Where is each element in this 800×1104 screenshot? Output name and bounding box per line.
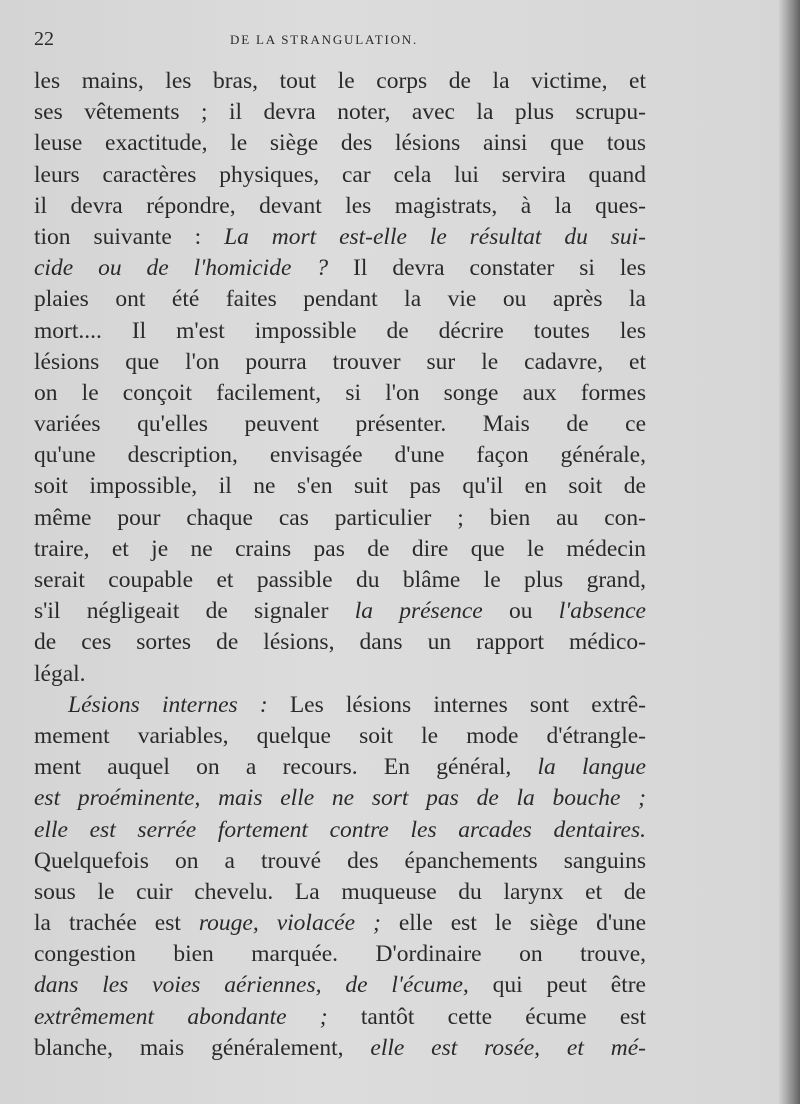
text-run: elle est le siège d'une (380, 910, 647, 937)
text-run: leurs caractères physiques, car cela lui servira quand (34, 161, 646, 188)
text-run: il devra répondre, devant les magistrats, à la ques- (34, 192, 646, 219)
text-run: ses vêtements ; il devra noter, avec la plus scrupu- (34, 99, 646, 126)
text-run: leuse exactitude, le siège des lésions ainsi que tous (34, 130, 646, 157)
text-run: de ces sortes de lésions, dans un rapport médico- (34, 629, 646, 656)
text-line (34, 284, 646, 315)
text-line (34, 503, 646, 534)
text-line (34, 347, 646, 378)
text-line (34, 721, 646, 752)
page-edge-shadow (778, 0, 800, 1104)
text-run: plaies ont été faites pendant la vie ou après la (34, 286, 646, 313)
text-run: même pour chaque cas particulier ; bien au con- (34, 504, 646, 531)
text-run: ment auquel on a recours. En général, (34, 754, 538, 781)
text-line (34, 534, 646, 565)
text-line (34, 160, 646, 191)
text-run: Quelquefois on a trouvé des épanchements sanguins (34, 847, 646, 874)
text-line (34, 970, 646, 1001)
italic-text: la présence (354, 598, 483, 625)
text-line (34, 877, 646, 908)
text-run: soit impossible, il ne s'en suit pas qu'il en soit de (34, 473, 646, 500)
text-run: mement variables, quelque soit le mode d'étrangle- (34, 722, 646, 749)
text-line (34, 908, 646, 939)
text-line (34, 627, 646, 658)
text-run: Les lésions internes sont extrê- (267, 691, 646, 718)
text-run: ou (482, 598, 559, 625)
italic-text: Lésions internes : (68, 691, 268, 718)
text-run: Il devra constater si les (328, 255, 647, 282)
text-run: qui peut être (468, 972, 646, 999)
text-run: blanche, mais généralement, (34, 1034, 371, 1061)
text-run: on le conçoit facilement, si l'on songe aux formes (34, 379, 646, 406)
italic-text: La mort est-elle le résultat du sui- (224, 223, 646, 250)
italic-text: elle est serrée fortement contre les arcades dentaires. (34, 816, 646, 843)
text-run: tion suivante : (34, 223, 225, 250)
text-run: qu'une description, envisagée d'une façon générale, (34, 442, 646, 469)
italic-text: la langue (537, 754, 646, 781)
italic-text: cide ou de l'homicide ? (34, 255, 329, 282)
text-line (34, 97, 646, 128)
text-line (34, 752, 646, 783)
text-line (34, 471, 646, 502)
text-line (34, 596, 646, 627)
text-run: congestion bien marquée. D'ordinaire on trouve, (34, 941, 646, 968)
text-run: serait coupable et passible du blâme le plus grand, (34, 567, 646, 593)
text-line (34, 128, 646, 159)
text-line (34, 440, 646, 471)
text-line (34, 378, 646, 409)
text-line (34, 253, 646, 284)
text-line (34, 409, 646, 440)
text-run: sous le cuir chevelu. La muqueuse du larynx et de (34, 878, 646, 905)
text-line (34, 783, 646, 814)
text-run: légal. (34, 660, 86, 687)
text-line (34, 191, 646, 222)
text-run: la trachée est (34, 910, 199, 937)
body-text (34, 66, 646, 1064)
text-line (34, 1002, 646, 1033)
text-line (34, 316, 646, 347)
page-header (34, 28, 644, 54)
italic-text: est proéminente, mais elle ne sort pas de la bouche ; (34, 785, 646, 812)
text-line (34, 1033, 646, 1064)
text-line (34, 939, 646, 970)
text-run: traire, et je ne crains pas de dire que le médecin (34, 535, 646, 562)
text-line (34, 66, 646, 97)
text-line (34, 846, 646, 877)
text-line (34, 659, 646, 690)
text-run: tantôt cette écume est (327, 1003, 646, 1030)
text-run: lésions que l'on pourra trouver sur le cadavre, et (34, 348, 646, 375)
text-line (34, 565, 646, 596)
text-run: mort.... Il m'est impossible de décrire toutes les (34, 317, 646, 344)
text-line (34, 222, 646, 253)
text-run: s'il négligeait de signaler (34, 598, 355, 625)
running-title: DE LA STRANGULATION. (230, 32, 419, 47)
italic-text: rouge, violacée ; (198, 910, 381, 937)
italic-text: l'absence (558, 598, 646, 625)
italic-text: dans les voies aériennes, de l'écume, (34, 972, 469, 999)
italic-text: extrêmement abondante ; (34, 1003, 328, 1030)
italic-text: elle est rosée, et mé- (370, 1034, 646, 1061)
text-run: variées qu'elles peuvent présenter. Mais de ce (34, 411, 646, 438)
text-line (34, 690, 646, 721)
text-run: les mains, les bras, tout le corps de la victime, et (34, 68, 646, 94)
page-number: 22 (34, 28, 54, 50)
text-line (34, 815, 646, 846)
